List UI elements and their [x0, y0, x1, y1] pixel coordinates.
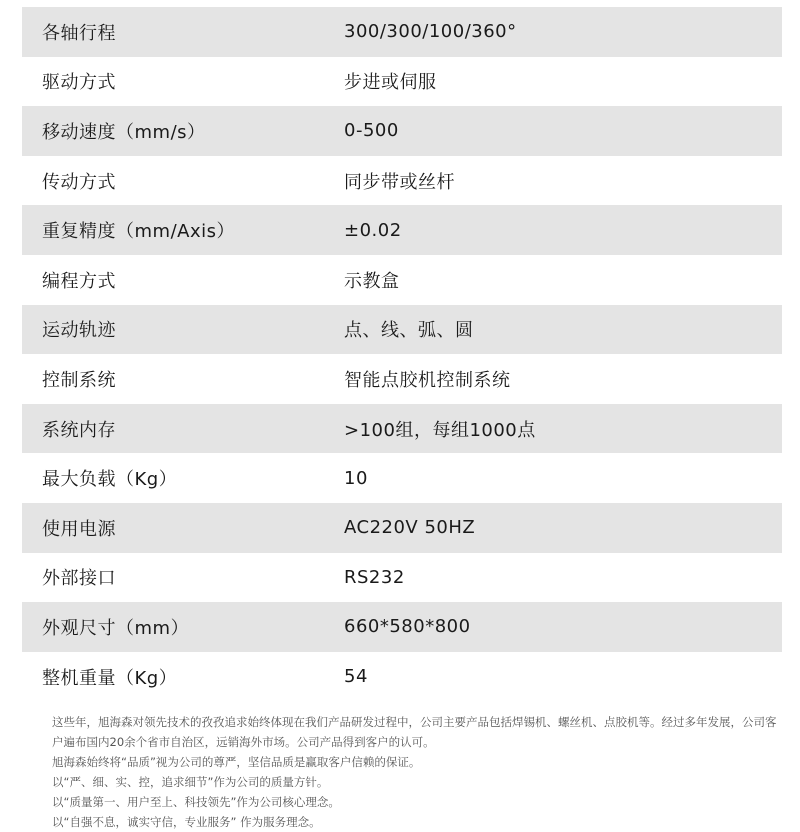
- spec-value: 300/300/100/360°: [344, 21, 517, 43]
- spec-value: AC220V 50HZ: [344, 517, 476, 539]
- spec-label: 整机重量（Kg）: [42, 667, 178, 689]
- spec-label: 编程方式: [42, 270, 116, 292]
- spec-label: 外观尺寸（mm）: [42, 617, 190, 639]
- spec-value: ±0.02: [344, 219, 402, 241]
- spec-row: [22, 305, 782, 355]
- spec-row: [22, 354, 782, 404]
- spec-value: 点、线、弧、圆: [344, 320, 474, 342]
- spec-row: [22, 255, 782, 305]
- intro-paragraph: 这些年，旭海森对领先技术的孜孜追求始终体现在我们产品研发过程中，公司主要产品包括焊锡机、螺丝机、点胶机等。经过多年发展，公司客户遍布国内20余个省市自治区，远销海外市场。公司产品得到客户的认可。: [52, 715, 777, 749]
- spec-row: [22, 652, 782, 702]
- intro-line: 以“质量第一、用户至上、科技领先”作为公司核心理念。: [52, 795, 340, 809]
- spec-value: 54: [344, 666, 368, 688]
- spec-value: 示教盒: [344, 270, 400, 292]
- spec-row: [22, 57, 782, 107]
- spec-row: [22, 156, 782, 206]
- spec-row: [22, 404, 782, 454]
- spec-label: 移动速度（mm/s）: [42, 121, 206, 143]
- spec-table: [22, 7, 782, 701]
- spec-row: [22, 453, 782, 503]
- spec-label: 控制系统: [42, 369, 116, 391]
- spec-label: 使用电源: [42, 518, 116, 540]
- spec-row: [22, 205, 782, 255]
- intro-line: 以“自强不息，诚实守信，专业服务” 作为服务理念。: [52, 815, 321, 829]
- spec-label: 运动轨迹: [42, 320, 116, 342]
- spec-row: [22, 106, 782, 156]
- spec-row: [22, 553, 782, 603]
- spec-value: 660*580*800: [344, 616, 471, 638]
- spec-label: 重复精度（mm/Axis）: [42, 221, 235, 243]
- spec-value: 0-500: [344, 120, 399, 142]
- spec-value: 智能点胶机控制系统: [344, 369, 511, 391]
- intro-line: 旭海森始终将“品质”视为公司的尊严，坚信品质是赢取客户信赖的保证。: [52, 755, 421, 769]
- spec-value: >100组，每组1000点: [344, 419, 536, 441]
- spec-label: 最大负载（Kg）: [42, 469, 178, 491]
- spec-label: 驱动方式: [42, 72, 116, 94]
- intro-line: 以“严、细、实、控，追求细节”作为公司的质量方针。: [52, 775, 329, 789]
- spec-row: [22, 7, 782, 57]
- spec-value: 同步带或丝杆: [344, 171, 455, 193]
- spec-value: 10: [344, 467, 368, 489]
- spec-label: 系统内存: [42, 419, 116, 441]
- spec-value: 步进或伺服: [344, 72, 437, 94]
- spec-value: RS232: [344, 566, 405, 588]
- company-intro: [22, 712, 782, 832]
- spec-row: [22, 503, 782, 553]
- spec-row: [22, 602, 782, 652]
- spec-label: 外部接口: [42, 568, 116, 590]
- spec-label: 传动方式: [42, 171, 116, 193]
- spec-label: 各轴行程: [42, 22, 116, 44]
